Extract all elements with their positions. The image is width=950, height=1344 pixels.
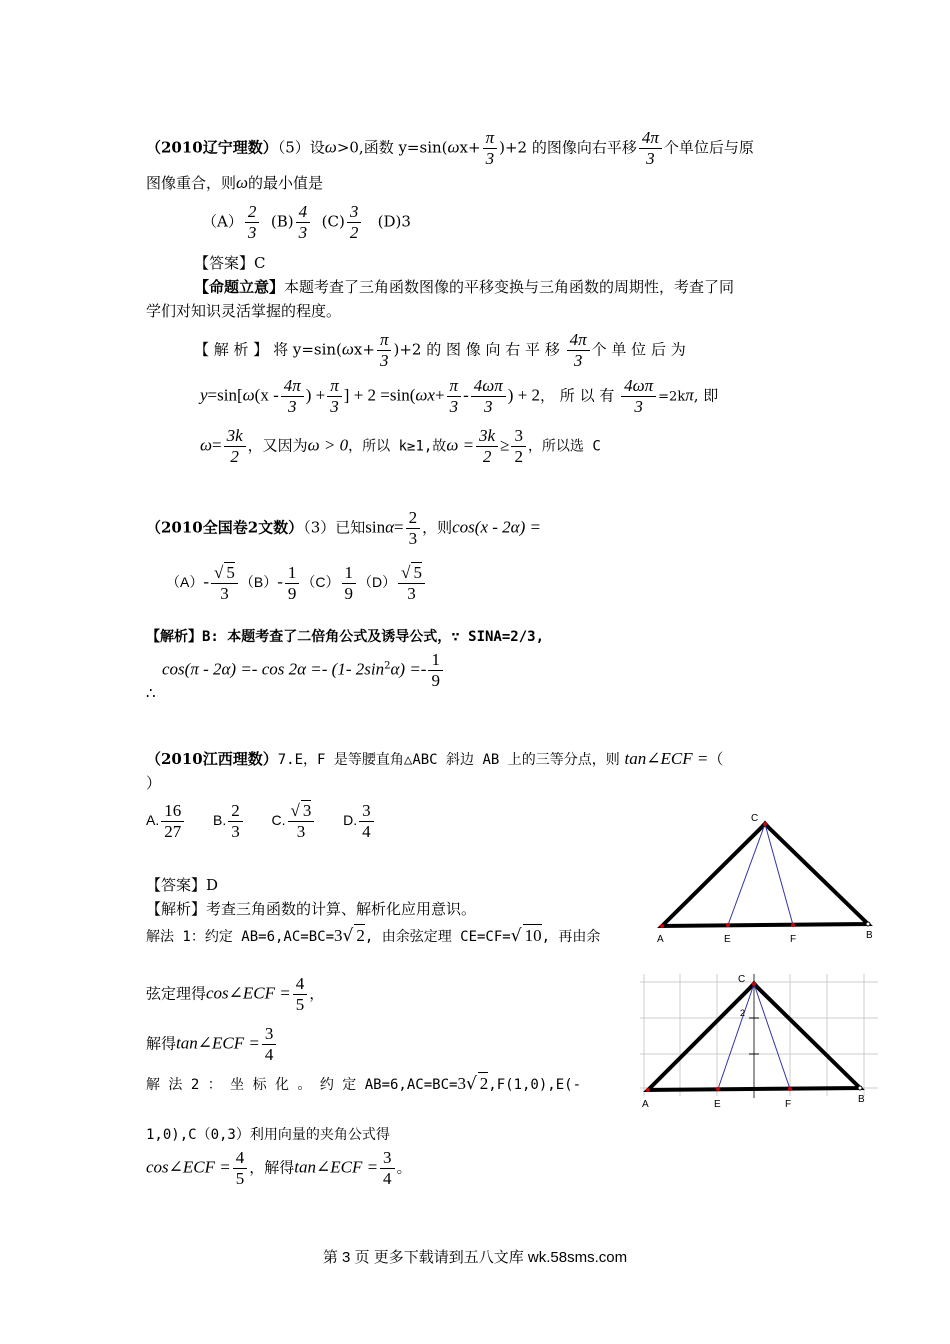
label-e: E xyxy=(714,1099,721,1110)
page-footer: 第 3 页 更多下载请到五八文库 wk.58sms.com xyxy=(322,1249,628,1266)
label-c: C xyxy=(738,974,746,985)
problem1-tag: （2010辽宁理数） xyxy=(146,138,278,157)
problem1-intent: 【命题立意】本题考查了三角函数图像的平移变换与三角函数的周期性，考查了同 xyxy=(194,278,735,296)
problem1-analysis: 【 解 析 】 将 y=sin(ωx+ $\frac{\pi}{3}$ )+2 的 图 像 向 右 平 移 $\frac{4\pi}{3}$ 个 单 位 后 为 xyxy=(194,330,686,370)
grid xyxy=(640,974,878,1096)
problem2-equation: cos(π - 2α) =- cos 2α =- (1- $2\sin^2\alpha$) =- $\frac{1}{9}$ xyxy=(162,650,445,691)
problem1-line2: 图像重合，则ω的最小值是 xyxy=(146,173,324,192)
problem3-method2-line2: 1,0),C（0,3）利用向量的夹角公式得 xyxy=(146,1127,390,1143)
fraction-4pi-3: $\frac{4\pi}{3}$ xyxy=(639,128,662,169)
label-f: F xyxy=(790,934,797,945)
option-c-fraction: $\frac{3}{2}$ xyxy=(347,202,362,243)
problem3-analysis: 【解析】考查三角函数的计算、解析化应用意识。 xyxy=(146,900,477,918)
label-c: C xyxy=(751,813,759,824)
problem3-method1-line2: 弦定理得cos∠ECF = $\frac{4}{5}$ ， xyxy=(146,974,325,1014)
problem1-answer: 【答案】C xyxy=(194,254,266,272)
problem3-method1: 解法 1：约定 AB=6,AC=BC=3√ 2, 由余弦定理 CE=CF=√ 10, 再由余 xyxy=(146,926,601,946)
label-a: A xyxy=(657,934,664,945)
problem1-intent-2: 学们对知识灵活掌握的程度。 xyxy=(146,302,342,320)
problem2-options: （A）- $\frac{√ 5}{3}$ （B）- $\frac{1}{9}$ （C） $\frac{1}{9}$ （D） $\frac{√ 5}{3}$ xyxy=(166,562,427,604)
option-a-fraction: $\frac{2}{3}$ xyxy=(245,202,260,243)
label-e: E xyxy=(724,934,731,945)
problem2-therefore: ∴ xyxy=(146,684,156,702)
problem2-tag: （2010全国卷2文数） xyxy=(146,518,304,537)
label-2: 2 xyxy=(740,1008,746,1018)
problem1-options: （A） $\frac{2}{3}$ (B) $\frac{4}{3}$ (C) $\frac{3}{2}$ (D)3 xyxy=(202,202,411,242)
triangle-figure-1 xyxy=(650,808,880,948)
triangle-abc xyxy=(662,824,868,926)
fraction-pi-3: $\frac{\pi}{3}$ xyxy=(483,128,498,169)
label-b: B xyxy=(858,1094,865,1105)
problem1-line1: （2010辽宁理数）（5）设ω>0,函数 y=sin(ωx+ $\frac{\pi}{3}$ )+2 的图像向右平移 $\frac{4\pi}{3}$ 个单位后与原 xyxy=(146,128,754,168)
label-b: B xyxy=(866,930,873,941)
problem3-final: cos∠ECF = $\frac{4}{5}$ ，解得tan∠ECF = $\frac{3}{4}$ 。 xyxy=(146,1148,412,1188)
problem1-equation2: ω= $\frac{3k}{2}$ ，又因为ω > 0，所以 k≥1,故ω = $\frac{3k}{2}$ ≥ $\frac{3}{2}$ ，所以选 C xyxy=(200,426,601,466)
problem3-method1-result: 解得tan∠ECF = $\frac{3}{4}$ xyxy=(146,1024,278,1065)
segment-ce xyxy=(728,824,765,925)
problem3-method2: 解 法 2 ： 坐 标 化 。 约 定 AB=6,AC=BC=3√ 2,F(1,0),E(- xyxy=(146,1074,581,1094)
label-f: F xyxy=(785,1099,792,1110)
problem3-question: （2010江西理数）7.E，F 是等腰直角△ABC 斜边 AB 上的三等分点，则 tan∠ECF =（ xyxy=(146,749,724,768)
problem3-answer: 【答案】D xyxy=(146,876,219,894)
label-a: A xyxy=(642,1099,649,1110)
problem3-options: A. $\frac{16}{27}$ B. $\frac{2}{3}$ C. $\frac{√ 3}{3}$ D. $\frac{3}{4}$ xyxy=(146,800,376,842)
problem2-analysis: 【解析】B: 本题考查了二倍角公式及诱导公式，∵ SINA=2/3, xyxy=(146,629,545,645)
triangle-figure-2 xyxy=(636,970,882,1110)
option-b-fraction: $\frac{4}{3}$ xyxy=(296,202,311,243)
problem3-paren-close: ） xyxy=(146,774,162,792)
problem2-question: （2010全国卷2文数）（3）已知sinα= $\frac{2}{3}$ ，则cos(x - 2α) = xyxy=(146,508,541,548)
problem3-tag: （2010江西理数） xyxy=(146,750,278,768)
problem1-equation1: y=sin[ω(x - $\frac{4\pi}{3}$ ) + $\frac{\pi}{3}$ ] + 2 =sin(ωx+ $\frac{\pi}{3}$ - $\frac{4\omega\pi}{3}$ ) + 2， 所 以 有 $\frac{4\omega\pi}{3}$ =2kπ, 即 xyxy=(200,376,719,416)
